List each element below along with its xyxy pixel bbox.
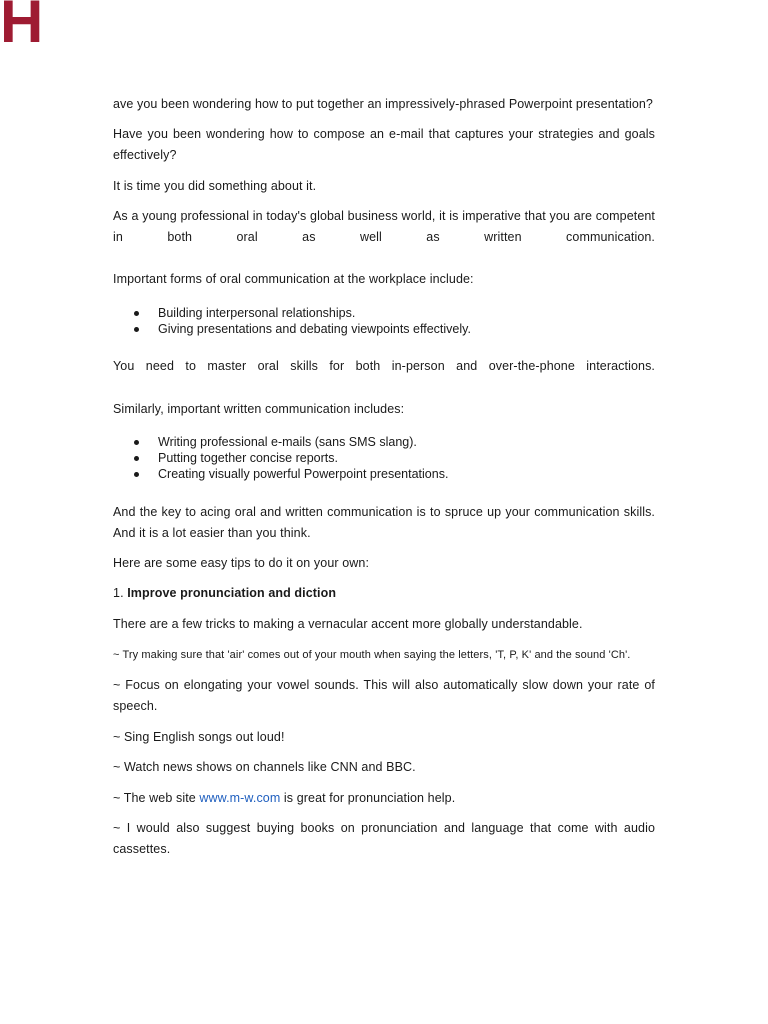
list-item-text: Putting together concise reports. [158, 451, 338, 465]
tip-books: ~ I would also suggest buying books on pronunciation and language that come with audio cassettes. [113, 821, 655, 856]
section-heading [113, 583, 655, 604]
bullet-icon [134, 327, 139, 332]
heading-text: Improve pronunciation and diction [127, 586, 337, 600]
list-item [113, 321, 655, 337]
oral-forms-intro: Important forms of oral communication at the workplace include: [113, 272, 474, 286]
list-item-text: Writing professional e-mails (sans SMS slang). [158, 435, 417, 449]
list-item [113, 466, 655, 482]
list-item-text: Creating visually powerful Powerpoint presentations. [158, 467, 449, 481]
mw-website-link[interactable]: www.m-w.com [199, 791, 281, 805]
call-to-action-paragraph: It is time you did something about it. [113, 179, 317, 193]
list-item [113, 305, 655, 321]
tip-website [113, 788, 655, 809]
list-item-text: Building interpersonal relationships. [158, 306, 356, 320]
list-item [113, 434, 655, 450]
key-to-acing-paragraph: And the key to acing oral and written communication is to spruce up your communication skills. And it is a lot easier than you think. [113, 505, 655, 540]
tip-website-suffix: is great for pronunciation help. [280, 791, 456, 805]
list-item-text: Giving presentations and debating viewpoints effectively. [158, 322, 471, 336]
tip-watch-news: ~ Watch news shows on channels like CNN and BBC. [113, 760, 416, 774]
heading-separator: . [120, 586, 128, 600]
bullet-icon [134, 472, 139, 477]
bullet-icon [134, 311, 139, 316]
tricks-intro-paragraph: There are a few tricks to making a vernacular accent more globally understandable. [113, 617, 583, 631]
tip-sing-songs: ~ Sing English songs out loud! [113, 730, 285, 744]
oral-communication-list [113, 305, 655, 337]
email-question-paragraph: Have you been wondering how to compose an e-mail that captures your strategies and goals effectively? [113, 127, 655, 162]
bullet-icon [134, 440, 139, 445]
oral-skills-paragraph: You need to master oral skills for both in-person and over-the-phone interactions. [113, 359, 655, 373]
tip-website-prefix: ~ The web site [113, 791, 200, 805]
list-item [113, 450, 655, 466]
drop-cap-letter: H [0, 0, 42, 44]
tip-air-sounds: ~ Try making sure that 'air' comes out of your mouth when saying the letters, 'T, P, K' and the sound 'Ch'. [113, 649, 631, 661]
intro-paragraph: ave you been wondering how to put together an impressively-phrased Powerpoint presentation? [113, 97, 653, 111]
written-communication-list [113, 434, 655, 482]
written-forms-intro: Similarly, important written communication includes: [113, 402, 405, 416]
heading-number: 1 [113, 586, 121, 600]
easy-tips-intro: Here are some easy tips to do it on your own: [113, 556, 370, 570]
young-professional-paragraph: As a young professional in today's global business world, it is imperative that you are competent in both oral as well as written communication. [113, 209, 655, 244]
tip-vowel-sounds: ~ Focus on elongating your vowel sounds. This will also automatically slow down your rate of speech. [113, 678, 655, 713]
bullet-icon [134, 456, 139, 461]
